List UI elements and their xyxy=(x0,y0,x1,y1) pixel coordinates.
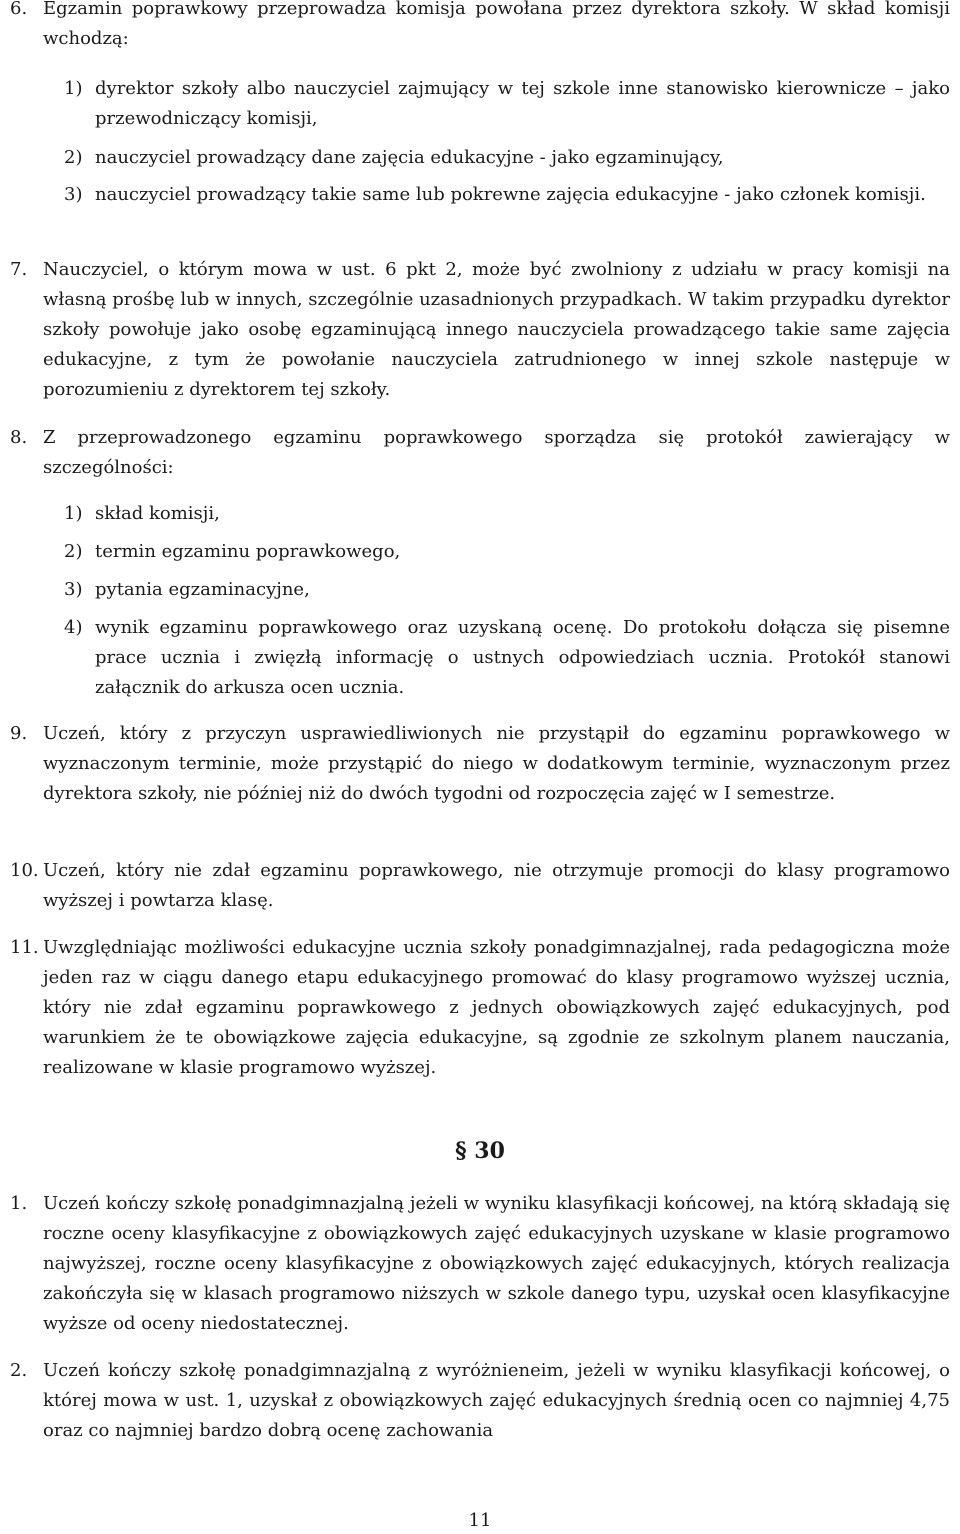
list-item-number: 2) xyxy=(64,541,83,562)
paragraph-text: Uczeń kończy szkołę ponadgimnazjalną jeżeli w wyniku klasyfikacji końcowej, na którą składają się roczne oceny klasyfikacyjne z obowiązkowych zajęć edukacyjnych uzyskane w klasie programowo najwyższej, roczne oceny klasyfikacyjne z obowiązkowych zajęć edukacyjnych, których realizacja zakończyła się w klasach programowo niższych w szkole danego typu, uzyskał ocen klasyfikacyjne wyższe od oceny niedostatecznej. xyxy=(43,1193,950,1334)
section-paragraph-1 xyxy=(10,1189,950,1339)
list-item xyxy=(64,499,950,529)
paragraph-text: Egzamin poprawkowy przeprowadza komisja powołana przez dyrektora szkoły. W skład komisji wchodzą: xyxy=(43,0,950,49)
list-item xyxy=(64,180,950,210)
paragraph-8 xyxy=(10,423,950,483)
list-item-number: 4) xyxy=(64,617,83,638)
paragraph-number: 8. xyxy=(10,427,28,448)
section-paragraph-2 xyxy=(10,1356,950,1446)
paragraph-10 xyxy=(10,856,950,916)
section-title: § 30 xyxy=(455,1138,505,1164)
list-item xyxy=(64,575,950,605)
paragraph-number: 10. xyxy=(10,860,39,881)
paragraph-9 xyxy=(10,719,950,809)
paragraph-text: Nauczyciel, o którym mowa w ust. 6 pkt 2, może być zwolniony z udziału w pracy komisji na własną prośbę lub w innych, szczególnie uzasadnionych przypadkach. W takim przypadku dyrektor szkoły powołuje jako osobę egzaminującą innego nauczyciela prowadzącego takie same zajęcia edukacyjne, z tym że powołanie nauczyciela zatrudnionego w innej szkole następuje w porozumieniu z dyrektorem tej szkoły. xyxy=(43,259,950,400)
page-number: 11 xyxy=(468,1510,492,1531)
paragraph-number: 11. xyxy=(10,937,39,958)
list-item-number: 1) xyxy=(64,78,83,99)
list-item xyxy=(64,537,950,567)
paragraph-number: 2. xyxy=(10,1360,28,1381)
list-item-text: pytania egzaminacyjne, xyxy=(95,579,310,600)
list-item-number: 2) xyxy=(64,147,83,168)
list-item-number: 3) xyxy=(64,184,83,205)
list-item-text: wynik egzaminu poprawkowego oraz uzyskaną ocenę. Do protokołu dołącza się pisemne prace ucznia i zwięzłą informację o ustnych odpowiedziach ucznia. Protokół stanowi załącznik do arkusza ocen ucznia. xyxy=(95,617,950,698)
paragraph-text: Uczeń, który z przyczyn usprawiedliwionych nie przystąpił do egzaminu poprawkowego w wyznaczonym terminie, może przystąpić do niego w dodatkowym terminie, wyznaczonym przez dyrektora szkoły, nie później niż do dwóch tygodni od rozpoczęcia zajęć w I semestrze. xyxy=(43,723,950,804)
paragraph-6 xyxy=(10,0,950,54)
paragraph-number: 1. xyxy=(10,1193,28,1214)
list-item-text: nauczyciel prowadzący takie same lub pokrewne zajęcia edukacyjne - jako członek komisji. xyxy=(95,184,926,205)
list-item-text: skład komisji, xyxy=(95,503,220,524)
paragraph-11 xyxy=(10,933,950,1083)
list-item-text: termin egzaminu poprawkowego, xyxy=(95,541,401,562)
list-item xyxy=(64,143,950,173)
list-item-number: 3) xyxy=(64,579,83,600)
paragraph-text: Z przeprowadzonego egzaminu poprawkowego sporządza się protokół zawierający w szczególności: xyxy=(43,427,950,478)
list-item xyxy=(64,74,950,134)
paragraph-text: Uwzględniając możliwości edukacyjne ucznia szkoły ponadgimnazjalnej, rada pedagogiczna może jeden raz w ciągu danego etapu edukacyjnego promować do klasy programowo wyższej ucznia, który nie zdał egzaminu poprawkowego z jednych obowiązkowych zajęć edukacyjnych, pod warunkiem że te obowiązkowe zajęcia edukacyjne, są zgodnie ze szkolnym planem nauczania, realizowane w klasie programowo wyższej. xyxy=(43,937,950,1078)
paragraph-7 xyxy=(10,255,950,405)
list-item-text: dyrektor szkoły albo nauczyciel zajmujący w tej szkole inne stanowisko kierownicze – jako przewodniczący komisji, xyxy=(95,78,950,129)
list-item xyxy=(64,613,950,703)
paragraph-text: Uczeń kończy szkołę ponadgimnazjalną z wyróżnieneim, jeżeli w wyniku klasyfikacji końcowej, o której mowa w ust. 1, uzyskał z obowiązkowych zajęć edukacyjnych średnią ocen co najmniej 4,75 oraz co najmniej bardzo dobrą ocenę zachowania xyxy=(43,1360,950,1441)
paragraph-text: Uczeń, który nie zdał egzaminu poprawkowego, nie otrzymuje promocji do klasy programowo wyższej i powtarza klasę. xyxy=(43,860,950,911)
paragraph-number: 7. xyxy=(10,259,28,280)
list-item-number: 1) xyxy=(64,503,83,524)
list-item-text: nauczyciel prowadzący dane zajęcia edukacyjne - jako egzaminujący, xyxy=(95,147,724,168)
paragraph-number: 6. xyxy=(10,0,28,19)
paragraph-number: 9. xyxy=(10,723,28,744)
